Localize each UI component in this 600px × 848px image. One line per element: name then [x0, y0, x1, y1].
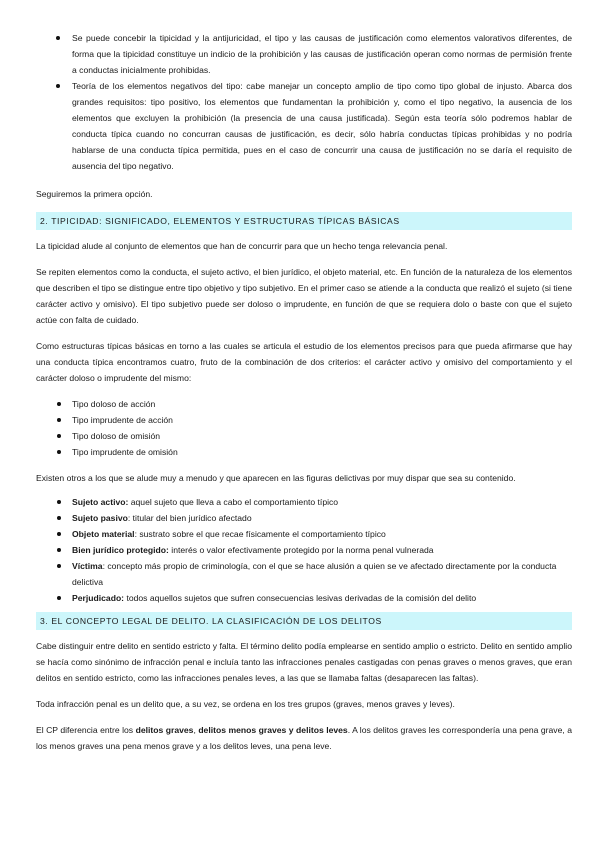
bullet-icon	[57, 418, 61, 422]
bullet-icon	[57, 500, 61, 504]
paragraph: Se repiten elementos como la conducta, el sujeto activo, el bien jurídico, el objeto material, etc. En función de la naturaleza de los elementos que describen el tipo se distingue entre tipo objetivo y tipo subjetivo. En el primer caso se atiende a la conducta que realizó el sujeto (si tiene carácter activo y omisivo). El tipo subjetivo puede ser doloso o imprudente, en función de que se requiera dolo o baste con que el sujeto actúe con falta de cuidado.	[36, 267, 572, 325]
bullet-icon	[56, 36, 60, 40]
list-item: Se puede concebir la tipicidad y la antijuricidad, el tipo y las causas de justificación como elementos valorativos diferentes, de forma que la tipicidad constituye un indicio de la prohibición y las causas de justificación operan como normas de permisión frente a conductas inicialmente prohibidas.	[36, 30, 572, 78]
paragraph: Cabe distinguir entre delito en sentido estricto y falta. El término delito podía emplearse en sentido amplio o estricto. Delito en sentido amplio se hacía como sinónimo de infracción penal e incluía tanto las infracciones penales castigadas con penas graves o menos graves, que eran delitos en sentido estricto, como las infracciones penales leves, a las que se llamaba faltas (desaparecen las faltas).	[36, 641, 572, 683]
terms-list	[36, 494, 572, 606]
intro-list	[36, 30, 572, 174]
paragraph: El CP diferencia entre los delitos graves, delitos menos graves y delitos leves. A los delitos graves les correspondería una pena grave, a los menos graves una pena menos grave y a los delitos leves, una pena leve.	[36, 725, 573, 751]
list-item: Tipo imprudente de acción	[36, 412, 572, 428]
list-item: Sujeto activo: aquel sujeto que lleva a cabo el comportamiento típico	[36, 494, 572, 510]
list-item: Perjudicado: todos aquellos sujetos que sufren consecuencias lesivas derivadas de la comisión del delito	[36, 590, 572, 606]
bullet-icon	[57, 532, 61, 536]
list-item: Tipo doloso de omisión	[36, 428, 572, 444]
list-item: Objeto material: sustrato sobre el que recae físicamente el comportamiento típico	[36, 526, 572, 542]
bullet-icon	[57, 516, 61, 520]
paragraph: Existen otros a los que se alude muy a menudo y que aparecen en las figuras delictivas por muy dispar que sea su contenido.	[36, 473, 516, 483]
list-item: Tipo doloso de acción	[36, 396, 572, 412]
list-item: Tipo imprudente de omisión	[36, 444, 572, 460]
bullet-icon	[57, 548, 61, 552]
bullet-icon	[56, 84, 60, 88]
bullet-icon	[57, 434, 61, 438]
list-item: Bien jurídico protegido: interés o valor efectivamente protegido por la norma penal vulnerada	[36, 542, 572, 558]
paragraph: Seguiremos la primera opción.	[36, 189, 153, 199]
paragraph: Toda infracción penal es un delito que, a su vez, se ordena en los tres grupos (graves, menos graves y leves).	[36, 699, 455, 709]
bullet-icon	[57, 596, 61, 600]
bullet-icon	[57, 402, 61, 406]
paragraph: La tipicidad alude al conjunto de elementos que han de concurrir para que un hecho tenga relevancia penal.	[36, 241, 448, 251]
list-item: Víctima: concepto más propio de criminología, con el que se hace alusión a quien se ve afectado directamente por la conducta delictiva	[36, 558, 572, 590]
section-heading: 2. TIPICIDAD: SIGNIFICADO, ELEMENTOS Y ESTRUCTURAS TÍPICAS BÁSICAS	[36, 212, 572, 230]
list-item: Teoría de los elementos negativos del tipo: cabe manejar un concepto amplio de tipo como tipo global de injusto. Abarca dos grandes requisitos: tipo positivo, los elementos que fundamentan la prohibición y, como el tipo negativo, la ausencia de los elementos que excluyen la prohibición (la presencia de una causa justificada). Según esta teoría sólo podremos hablar de conducta típica cuando no concurran causas de justificación, es decir, sólo habría conductas típicas prohibidas y no podría hablarse de una conducta típica permitida, pues en el caso de concurrir una causa de justificación no se daría el requisito de ausencia del tipo negativo.	[36, 78, 572, 174]
bullet-icon	[57, 450, 61, 454]
bullet-icon	[57, 564, 61, 568]
section-heading: 3. EL CONCEPTO LEGAL DE DELITO. LA CLASIFICACIÓN DE LOS DELITOS	[36, 612, 572, 630]
paragraph: Como estructuras típicas básicas en torno a las cuales se articula el estudio de los elementos precisos para que pueda afirmarse que hay una conducta típica encontramos cuatro, fruto de la combinación de dos criterios: el carácter activo y omisivo del comportamiento y el carácter doloso o imprudente del mismo:	[36, 341, 572, 383]
types-list	[36, 396, 572, 460]
list-item: Sujeto pasivo: titular del bien jurídico afectado	[36, 510, 572, 526]
